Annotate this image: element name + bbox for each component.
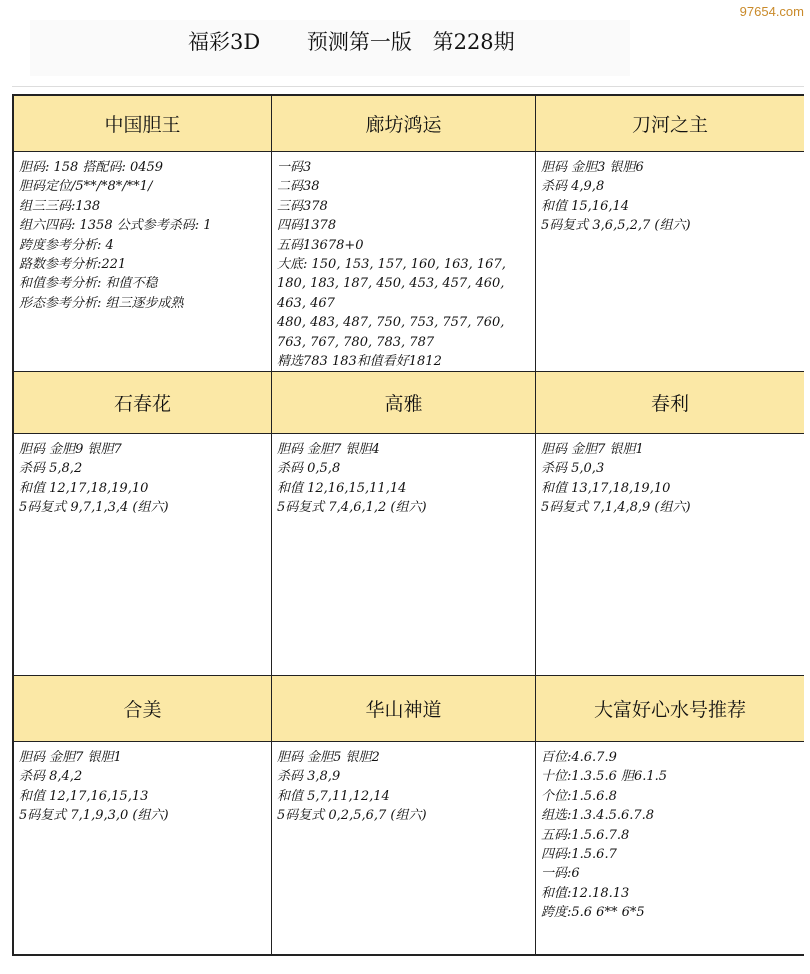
card-line: 和值参考分析: 和值不稳 — [19, 276, 158, 292]
card-line: 胆码 金胆7 银胆1 — [19, 750, 122, 765]
title-issue-number: 第228期 — [432, 30, 515, 54]
card-line: 和值 12,17,18,19,10 — [19, 480, 149, 496]
card-line: 5码复式 7,1,9,3,0 (组六) — [19, 808, 169, 824]
card-line: 路数参考分析:221 — [19, 257, 127, 273]
card-6-body — [536, 434, 804, 676]
card-line: 组三三码:138 — [19, 198, 101, 214]
card-line: 5码复式 7,4,6,1,2 (组六) — [277, 500, 427, 516]
card-line: 763, 767, 780, 783, 787 — [277, 334, 435, 350]
card-3-body — [536, 152, 804, 372]
card-line: 胆码: 158 搭配码: 0459 — [19, 160, 164, 175]
header-divider — [12, 86, 804, 87]
card-line: 和值 12,17,16,15,13 — [19, 788, 149, 804]
card-line: 和值 5,7,11,12,14 — [277, 788, 390, 804]
card-line: 四码1378 — [277, 218, 337, 234]
card-line: 一码3 — [277, 160, 312, 175]
card-line: 形态参考分析: 组三逐步成熟 — [19, 295, 184, 311]
card-line: 5码复式 9,7,1,3,4 (组六) — [19, 500, 169, 516]
card-4-body — [14, 434, 272, 676]
card-line: 杀码 5,0,3 — [541, 461, 605, 477]
card-3-title: 刀河之主 — [536, 96, 804, 152]
card-line: 个位:1.5.6.8 — [541, 788, 617, 804]
card-8-title: 华山神道 — [272, 676, 536, 742]
card-line: 跨度参考分析: 4 — [19, 237, 114, 253]
card-line: 5码复式 7,1,4,8,9 (组六) — [541, 500, 691, 516]
card-8-body — [272, 742, 536, 954]
card-line: 一码:6 — [541, 866, 580, 882]
card-line: 组选:1.3.4.5.6.7.8 — [541, 808, 655, 824]
card-line: 胆码 金胆7 银胆4 — [277, 442, 380, 457]
card-line: 480, 483, 487, 750, 753, 757, 760, — [277, 315, 505, 331]
card-9-body — [536, 742, 804, 954]
site-watermark: 97654.com — [739, 4, 804, 19]
card-line: 五码13678+0 — [277, 237, 364, 253]
card-7-body — [14, 742, 272, 954]
card-5-title: 高雅 — [272, 372, 536, 434]
card-line: 胆码 金胆5 银胆2 — [277, 750, 380, 765]
card-line: 杀码 4,9,8 — [541, 179, 605, 195]
card-line: 5码复式 0,2,5,6,7 (组六) — [277, 808, 427, 824]
card-line: 杀码 8,4,2 — [19, 769, 83, 785]
card-7-title: 合美 — [14, 676, 272, 742]
card-line: 大底: 150, 153, 157, 160, 163, 167, — [277, 257, 506, 273]
card-line: 和值 13,17,18,19,10 — [541, 480, 671, 496]
card-9-title: 大富好心水号推荐 — [536, 676, 804, 742]
card-line: 三码378 — [277, 198, 328, 214]
card-line: 463, 467 — [277, 295, 335, 311]
card-line: 胆码定位/5**/*8*/**1/ — [19, 179, 153, 195]
card-line: 和值 15,16,14 — [541, 198, 630, 214]
card-2-body — [272, 152, 536, 372]
card-line: 五码:1.5.6.7.8 — [541, 827, 630, 843]
card-line: 十位:1.3.5.6 胆6.1.5 — [541, 769, 668, 785]
card-line: 和值:12.18.13 — [541, 885, 630, 901]
card-line: 胆码 金胆9 银胆7 — [19, 442, 122, 457]
card-5-body — [272, 434, 536, 676]
card-line: 胆码 金胆7 银胆1 — [541, 442, 644, 457]
prediction-table — [12, 94, 804, 956]
card-line: 精选783 183和值看好1812 — [277, 354, 442, 370]
page-title — [188, 26, 515, 56]
title-lottery-name: 福彩3D — [188, 30, 261, 54]
card-line: 和值 12,16,15,11,14 — [277, 480, 407, 496]
card-line: 百位:4.6.7.9 — [541, 750, 617, 765]
card-line: 组六四码: 1358 公式参考杀码: 1 — [19, 218, 212, 234]
title-edition: 预测第一版 — [306, 30, 412, 54]
card-line: 四码:1.5.6.7 — [541, 847, 617, 863]
card-4-title: 石春花 — [14, 372, 272, 434]
card-line: 跨度:5.6 6** 6*5 — [541, 905, 645, 921]
card-2-title: 廊坊鸿运 — [272, 96, 536, 152]
card-line: 杀码 0,5,8 — [277, 461, 341, 477]
card-line: 二码38 — [277, 179, 320, 195]
card-line: 5码复式 3,6,5,2,7 (组六) — [541, 218, 691, 234]
card-line: 杀码 3,8,9 — [277, 769, 341, 785]
card-line: 180, 183, 187, 450, 453, 457, 460, — [277, 276, 505, 292]
card-1-body — [14, 152, 272, 372]
card-1-title: 中国胆王 — [14, 96, 272, 152]
card-6-title: 春利 — [536, 372, 804, 434]
card-line: 杀码 5,8,2 — [19, 461, 83, 477]
card-line: 胆码 金胆3 银胆6 — [541, 160, 644, 175]
